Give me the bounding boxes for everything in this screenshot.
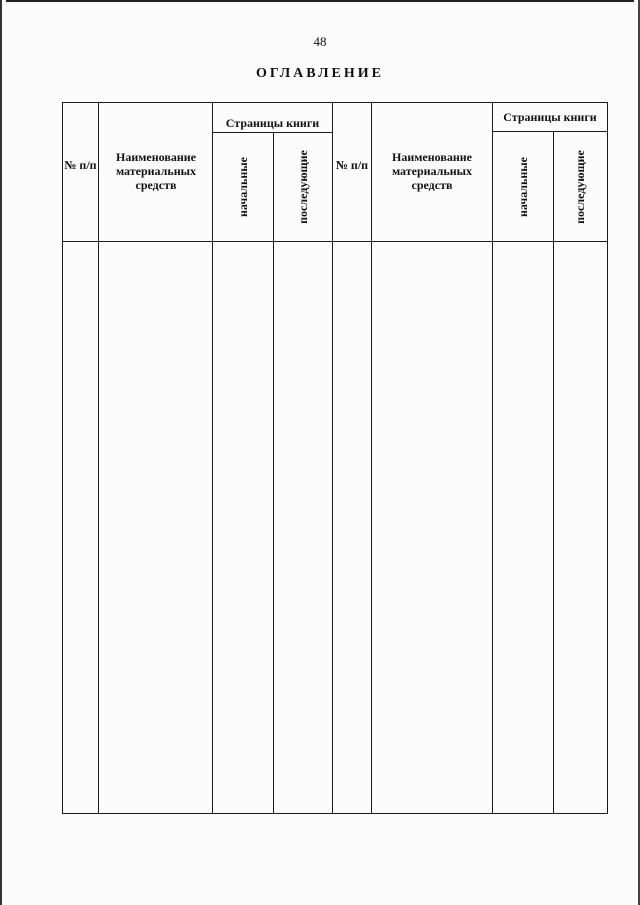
column-rule	[273, 132, 274, 814]
column-rule	[492, 102, 493, 814]
column-rule	[212, 102, 213, 814]
pages-header-divider-left	[212, 132, 332, 133]
pages-header-divider-right	[492, 131, 608, 132]
start-page-header: начальные	[236, 157, 250, 217]
table-border-bottom	[62, 813, 608, 814]
table-border-left	[62, 102, 63, 814]
column-rule	[98, 102, 99, 814]
num-header: № п/п	[64, 158, 97, 172]
table-border-top	[62, 102, 608, 103]
start-page-header: начальные	[516, 157, 530, 217]
next-page-header: последующие	[573, 150, 587, 224]
page-title: ОГЛАВЛЕНИЕ	[256, 66, 384, 81]
pages-header: Страницы книги	[225, 116, 320, 130]
page-number: 48	[313, 34, 327, 49]
column-rule	[371, 102, 372, 814]
num-header: № п/п	[335, 158, 369, 172]
name-header: Наименование материальных средств	[115, 150, 197, 192]
pages-header: Страницы книги	[503, 110, 597, 124]
column-rule	[553, 131, 554, 814]
column-rule	[332, 102, 333, 814]
table-border-right	[607, 102, 608, 814]
name-header: Наименование материальных средств	[391, 150, 473, 192]
header-bottom-rule	[62, 241, 608, 242]
next-page-header: последующие	[296, 150, 310, 224]
